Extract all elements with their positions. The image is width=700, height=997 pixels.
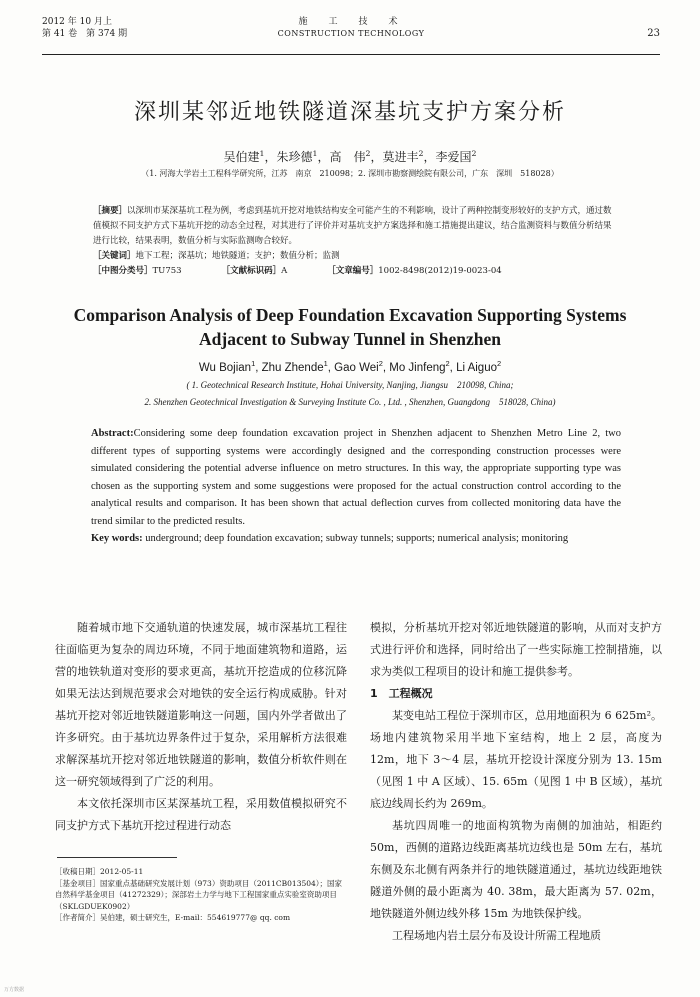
author: 高 伟$^2$， — [329, 149, 383, 164]
author: 吴伯建$^1$， — [223, 149, 277, 164]
title-english — [0, 303, 700, 351]
doc-code-label: ［文献标识码］ — [221, 266, 282, 276]
footnotes — [55, 866, 345, 924]
author: Wu Bojian$^1$, — [198, 359, 262, 374]
page-number: 23 — [647, 28, 660, 39]
clc-label: ［中图分类号］ — [93, 266, 153, 276]
title-english-line2: Adjacent to Subway Tunnel in Shenzhen — [199, 329, 501, 349]
keywords-en-text: underground; deep foundation excavation; subway tunnels; supports; numerical analysis; monitoring — [145, 533, 569, 544]
section-heading: 1 工程概况 — [370, 687, 433, 700]
footnote-fund: ［基金项目］国家重点基础研究发展计划（973）资助项目（2011CB013504）；国家自然科学基金项目（41272329）；深部岩土力学与地下工程国家重点实验室资助项目（SKLGDUEK0902） — [55, 878, 343, 911]
affiliation-chinese: （1. 河海大学岩土工程科学研究所，江苏 南京 210098；2. 深圳市勘察测绘院有限公司，广东 深圳 518028） — [141, 169, 559, 178]
journal-name-en: CONSTRUCTION TECHNOLOGY — [277, 29, 425, 38]
authors-english — [0, 359, 700, 374]
abstract-text: 以深圳市某深基坑工程为例，考虑到基坑开挖对地铁结构安全可能产生的不利影响，设计了两种控制变形较好的支护方式，通过数值模拟不同支护方式下基坑开挖的动态全过程，对其进行了评价并对基坑支护方案选择和施工措施提出建议，结合监测资料与数值分析结果进行比较，结果表明，数值分析与实际监测吻合较好。 — [93, 206, 612, 246]
keywords-en-label: Key words — [91, 533, 140, 544]
footnote-author: ［作者简介］吴伯建，硕士研究生，E-mail：554619777@ qq. com — [55, 913, 291, 922]
author: 朱珍德$^1$， — [276, 149, 330, 164]
article-no-label: ［文章编号］ — [327, 266, 379, 276]
running-header — [42, 16, 660, 55]
abstract-chinese — [93, 204, 618, 279]
footnote-received: ［收稿日期］2012-05-11 — [55, 867, 144, 876]
abstract-en-label: Abstract — [91, 428, 131, 439]
volume-issue: 第 41 卷 第 374 期 — [42, 29, 128, 39]
body-right-column — [370, 617, 662, 947]
paragraph: 基坑四周唯一的地面构筑物为南侧的加油站，相距约 50m，西侧的道路边线距离基坑边线也是 50m 左右，基坑东侧及东北侧有两条并行的地铁隧道通过，基坑边线距地铁隧道外侧的最小距离为 40. 38m，最大距离为 57. 02m，地铁隧道外侧边线外移 15m 为地铁保护线。 — [370, 819, 662, 920]
abstract-label: ［摘要］ — [93, 206, 128, 216]
header-center — [42, 16, 660, 40]
author: Gao Wei$^2$, — [334, 359, 390, 374]
author: Mo Jinfeng$^2$, — [389, 359, 457, 374]
body-left-column — [55, 617, 347, 837]
authors-chinese — [0, 148, 700, 165]
author: Zhu Zhende$^1$, — [261, 359, 335, 374]
paragraph: 模拟，分析基坑开挖对邻近地铁隧道的影响，从而对支护方式进行评价和选择，同时给出了一些实际施工控制措施，以求为类似工程项目的设计和施工提供参考。 — [370, 621, 662, 678]
keywords-text: 地下工程；深基坑；地铁隧道；支护；数值分析；监测 — [135, 251, 340, 261]
title-chinese: 深圳某邻近地铁隧道深基坑支护方案分析 — [133, 100, 566, 125]
paragraph: 随着城市地下交通轨道的快速发展，城市深基坑工程往往面临更为复杂的周边环境，不同于地面建筑物和道路，运营的地铁轨道对变形的要求更高，基坑开挖造成的位移沉降如果无法达到规范要求会对地铁的安全运行构成威胁。针对基坑开挖对邻近地铁隧道影响这一问题，国内外学者做出了许多研究。由于基坑边界条件过于复杂，采用解析方法很难求解深基坑开挖对邻近地铁隧道的影响，数值分析软件则在这一研究领域得到了广泛的利用。 — [55, 621, 347, 788]
keywords-label: ［关键词］ — [93, 251, 136, 261]
author: 李爱国$^2$ — [435, 149, 477, 164]
footnote-rule — [57, 857, 177, 858]
paragraph: 某变电站工程位于深圳市区，总用地面积为 6 625m²。场地内建筑物采用半地下室结构，地上 2 层，高度为 12m，地下 3～4 层，基坑开挖设计深度分别为 13. 15m（见图 1 中 A 区域）、15. 65m（见图 1 中 B 区域），基坑底边线周长约为 269m。 — [370, 709, 662, 810]
author: 莫进丰$^2$， — [382, 149, 436, 164]
doc-code-value: A — [281, 266, 288, 276]
paragraph: 工程场地内岩土层分布及设计所需工程地质 — [392, 929, 601, 942]
article-no-value: 1002-8498(2012)19-0023-04 — [378, 266, 502, 276]
issue-date: 2012 年 10 月上 — [42, 17, 112, 27]
paragraph: 本文依托深圳市区某深基坑工程，采用数值模拟研究不同支护方式下基坑开挖过程进行动态 — [55, 797, 347, 832]
author: Li Aiguo$^2$ — [456, 359, 502, 374]
clc-value: TU753 — [152, 266, 182, 276]
affiliation-english-2: 2. Shenzhen Geotechnical Investigation & Surveying Institute Co. , Ltd. , Shenzhen, Guangdong 518028, China) — [144, 397, 556, 407]
title-english-line1: Comparison Analysis of Deep Foundation Excavation Supporting Systems — [73, 305, 627, 325]
affiliation-english — [0, 377, 700, 411]
abstract-en-text: Considering some deep foundation excavation project in Shenzhen adjacent to Shenzhen Metro Line 2, two different types of supporting systems were accordingly designed and the corresponding construction processes were simulated considering the potential adverse influence on metro structures. In this way, the appropriate supporting type was chosen as the supporting system and some suggestions were proposed for the actual construction control according to the analytical results and comparison. It has been shown that actual deflection curves from collected monitoring data have the trend similar to the predicted results. — [91, 428, 621, 527]
watermark: 万方数据 — [4, 987, 25, 993]
journal-name-cn: 施 工 技 术 — [298, 17, 404, 27]
abstract-english: Abstract:Considering some deep foundation excavation project in Shenzhen adjacent to Shenzhen Metro Line 2, two different types of supporting systems were accordingly designed and the corresponding construction processes were simulated considering the potential adverse influence on metro structures. In this way, the appropriate supporting type was chosen as the supporting system and some suggestions were proposed for the actual construction control according to the analytical results and comparison. It has been shown that actual deflection curves from collected monitoring data have the trend similar to the predicted results. Key words: underground; deep foundation excavation; subway tunnels; supports; numerical analysis; monitoring — [91, 428, 621, 544]
affiliation-english-1: ( 1. Geotechnical Research Institute, Hohai University, Nanjing, Jiangsu 210098, China; — [186, 380, 514, 390]
